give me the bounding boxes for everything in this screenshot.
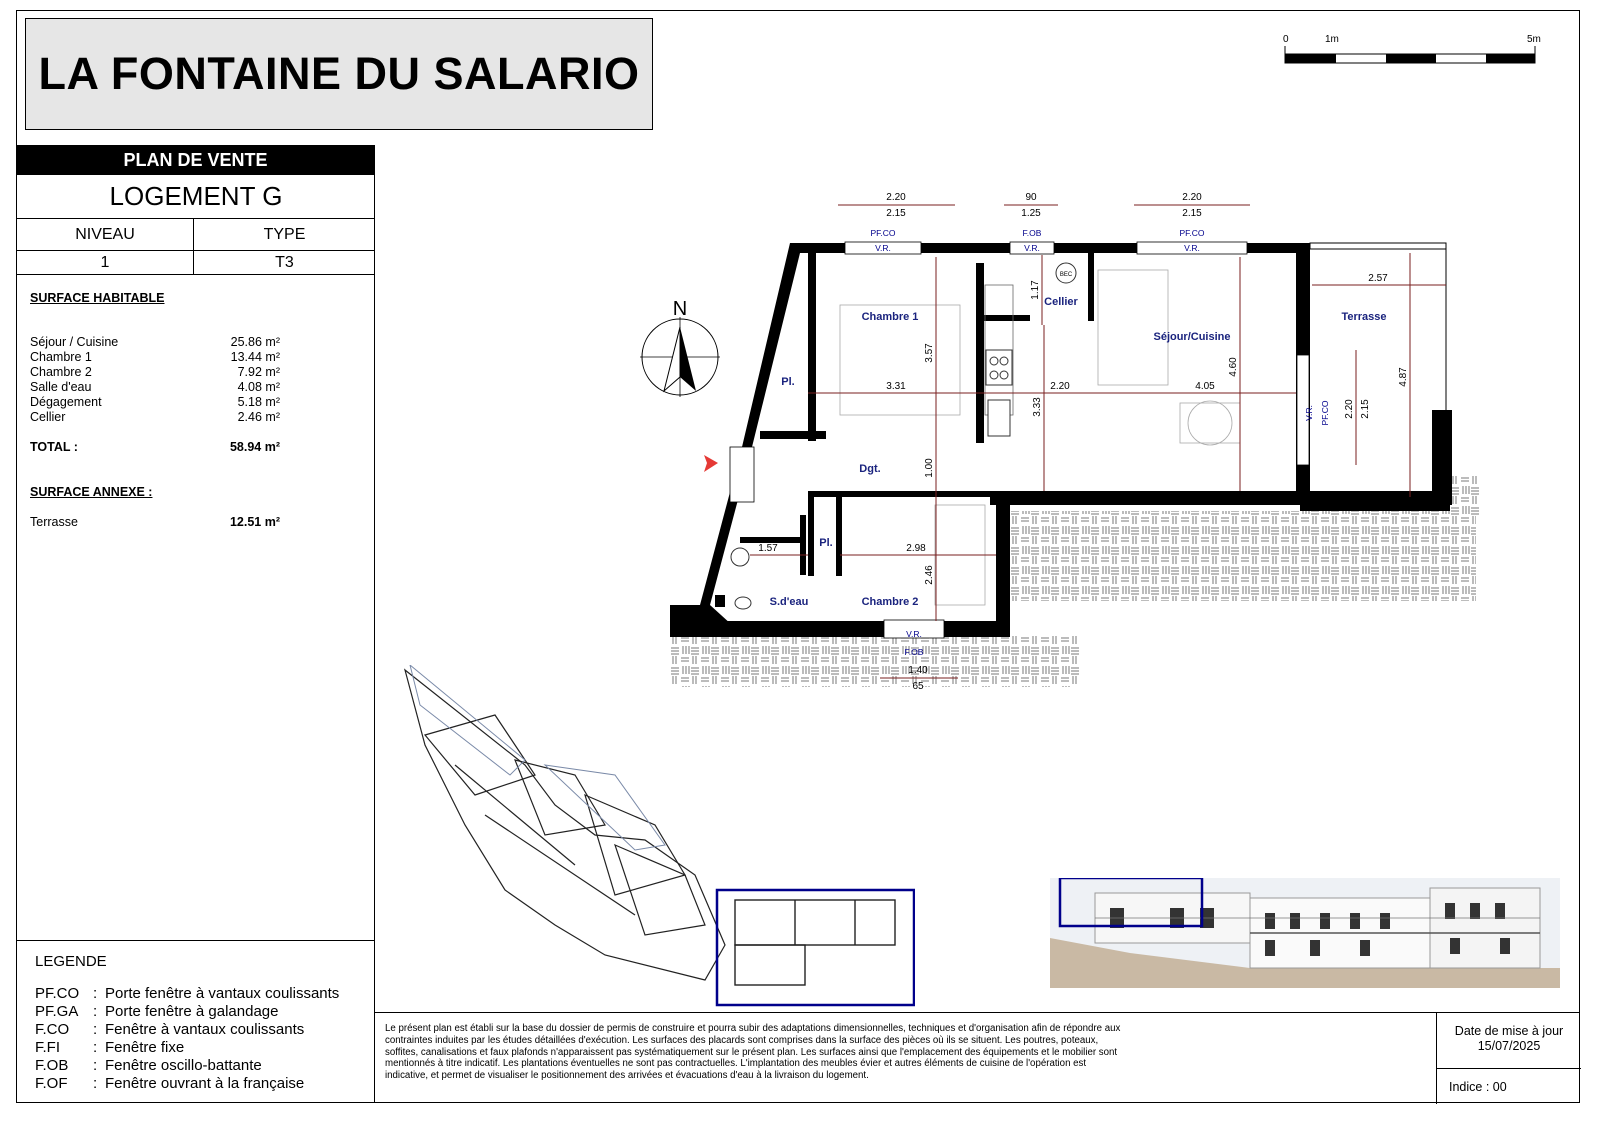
surface-total: TOTAL : 58.94 m² [30,440,280,454]
svg-text:90: 90 [1025,192,1037,203]
svg-text:2.15: 2.15 [1182,208,1202,219]
surface-row: Salle d'eau 4.08 m² [30,380,280,394]
room-placard-2: Pl. [819,537,833,549]
niveau-value: 1 [16,251,193,275]
svg-text:4.60: 4.60 [1228,357,1239,377]
svg-text:BEC: BEC [1059,272,1073,278]
surface-row: Séjour / Cuisine 25.86 m² [30,335,280,349]
surface-row: Dégagement 5.18 m² [30,395,280,409]
svg-text:1.40: 1.40 [908,665,928,676]
niveau-header: NIVEAU [16,219,193,251]
disclaimer: Le présent plan est établi sur la base du dossier de permis de construire et pourra subir des adaptations dimensionnelles, techniques et d'organisation afin de répondre aux contraintes induites par les études détaillées d'exécution. Les surfaces des placards sont comprises dans la surface des pièces où ils se situent. Les poutres, poteaux, soffites, canalisations et faux plafonds n'apparaissent pas systématiquement sur le présent plan. Les surfaces ainsi que l'emplacement des équipements et le mobilier sont mentionnés à titre indicatif. Les plantations éventuelles ne sont pas contractuelles. L'implantation des meubles évier et autres éléments de cuisine de l'opération est indicative, et permet de visualiser le positionnement des arrivées et évacuations d'eau à la livraison du logement. [385,1023,1121,1082]
svg-text:3.33: 3.33 [1032,397,1043,417]
floor-plan [640,185,1520,705]
legend-item: F.OF : Fenêtre ouvrant à la française [35,1075,305,1092]
svg-text:1.00: 1.00 [924,458,935,478]
room-terrasse: Terrasse [1341,311,1387,323]
svg-text:2.57: 2.57 [1368,273,1388,284]
room-chambre-1: Chambre 1 [861,311,919,323]
scale-label-5m: 5m [1527,34,1541,45]
svg-text:4.05: 4.05 [1195,381,1215,392]
north-compass-icon [640,298,720,397]
svg-text:2.98: 2.98 [906,543,926,554]
footer [375,1012,1580,1103]
legend-item: F.CO : Fenêtre à vantaux coulissants [35,1021,305,1038]
room-sejour: Séjour/Cuisine [1153,331,1231,343]
legend-title: LEGENDE [35,953,107,970]
date-label: Date de mise à jour [1454,1024,1564,1038]
legend [16,940,375,1103]
svg-text:V.R.: V.R. [1184,243,1200,253]
legend-item: F.OB : Fenêtre oscillo-battante [35,1057,262,1074]
surface-annexe-title: SURFACE ANNEXE : [30,485,153,499]
logement-label: LOGEMENT G [16,175,375,219]
page-title: LA FONTAINE DU SALARIO [38,48,640,99]
date-value: 15/07/2025 [1477,1039,1541,1053]
surface-row: Chambre 2 7.92 m² [30,365,280,379]
svg-text:2.46: 2.46 [924,565,935,585]
surface-row: Chambre 1 13.44 m² [30,350,280,364]
svg-text:3.57: 3.57 [924,343,935,363]
scale-bar [1275,32,1555,72]
date-box [1436,1013,1580,1104]
svg-text:65: 65 [912,681,924,692]
legend-item: F.FI : Fenêtre fixe [35,1039,185,1056]
svg-text:2.15: 2.15 [886,208,906,219]
plan-label: PLAN DE VENTE [16,145,375,175]
svg-text:1.57: 1.57 [758,543,778,554]
svg-text:N: N [672,298,688,320]
svg-text:V.R.: V.R. [906,629,922,639]
svg-text:PF.CO: PF.CO [870,228,896,238]
terrace-tiling [1010,511,1476,601]
room-cellier: Cellier [1044,296,1078,308]
highlight-frame [717,890,914,1005]
info-panel [16,145,375,1103]
entrance-door [730,447,754,502]
indice: Indice : 00 [1449,1080,1507,1094]
surface-habitable-title: SURFACE HABITABLE [30,291,165,305]
svg-text:2.20: 2.20 [1050,381,1070,392]
title-box [25,18,653,130]
svg-text:2.20: 2.20 [1182,192,1202,203]
svg-text:3.31: 3.31 [886,381,906,392]
room-degagement: Dgt. [859,463,881,475]
room-chambre-2: Chambre 2 [861,596,919,608]
svg-text:2.15: 2.15 [1360,399,1371,419]
room-sdeau: S.d'eau [769,596,809,608]
svg-text:F.OB: F.OB [904,647,924,657]
type-value: T3 [193,251,375,275]
building-key-plan [395,665,915,1010]
facade-elevation [1050,878,1560,988]
type-header: TYPE [193,219,375,251]
svg-text:2.20: 2.20 [886,192,906,203]
entrance-arrow-icon [704,455,718,472]
svg-text:V.R.: V.R. [875,243,891,253]
scale-label-0: 0 [1283,34,1289,45]
room-placard-1: Pl. [781,376,795,388]
legend-item: PF.GA : Porte fenêtre à galandage [35,1003,279,1020]
legend-item: PF.CO : Porte fenêtre à vantaux coulissants [35,985,340,1002]
svg-text:2.20: 2.20 [1344,399,1355,419]
svg-text:1.25: 1.25 [1021,208,1041,219]
svg-text:PF.CO: PF.CO [1320,400,1330,426]
scale-label-1m: 1m [1325,34,1339,45]
svg-text:PF.CO: PF.CO [1179,228,1205,238]
surface-row: Cellier 2.46 m² [30,410,280,424]
svg-text:F.OB: F.OB [1022,228,1042,238]
svg-text:1.17: 1.17 [1030,280,1041,300]
svg-text:4.87: 4.87 [1398,367,1409,387]
svg-text:V.R.: V.R. [1304,405,1314,421]
annexe-row: Terrasse 12.51 m² [30,515,280,529]
svg-text:V.R.: V.R. [1024,243,1040,253]
